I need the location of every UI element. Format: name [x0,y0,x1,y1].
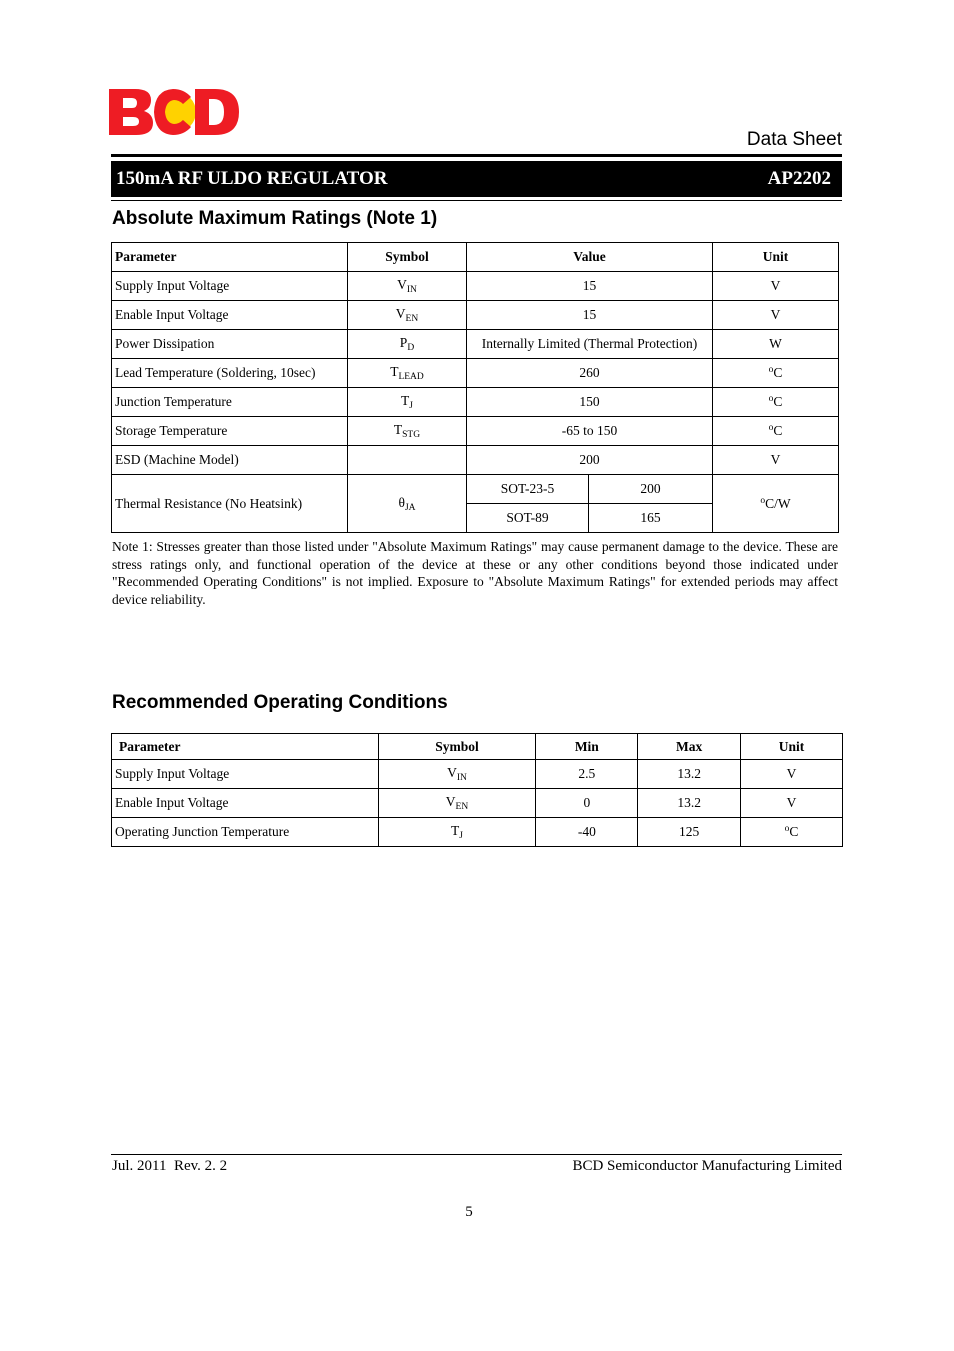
unit-cell: V [741,789,843,818]
value-cell: Internally Limited (Thermal Protection) [467,330,713,359]
value-cell: 15 [467,272,713,301]
value-cell: 15 [467,301,713,330]
symbol-cell: $T_{STG}$ [348,417,467,446]
roc-table [111,733,843,847]
amr-table [111,242,839,533]
value-cell: 200 [467,446,713,475]
table-row [112,330,839,359]
unit-cell: V [741,760,843,789]
symbol-cell: $V_{EN}$ [348,301,467,330]
footer-date-revision: Jul. 2011 Rev. 2. 2 [112,1158,228,1174]
doc-type-label: Data Sheet [746,129,842,150]
value-cell: 150 [467,388,713,417]
min-cell: 2.5 [536,760,638,789]
parameter-cell: Operating Junction Temperature [112,818,379,847]
symbol-cell: $T_{LEAD}$ [348,359,467,388]
symbol-cell: $P_D$ [348,330,467,359]
amr-header-parameter: Parameter [112,243,348,272]
unit-cell: V [713,301,839,330]
footer-rule [111,1154,842,1155]
symbol-cell: $T_J$ [378,818,536,847]
symbol-cell: $T_J$ [348,388,467,417]
max-cell: 13.2 [638,760,741,789]
amr-header-unit: Unit [713,243,839,272]
value-cell: 260 [467,359,713,388]
table-row [112,446,839,475]
table-row [112,475,839,504]
parameter-cell: Supply Input Voltage [112,272,348,301]
unit-cell: $^o$C [713,417,839,446]
amr-header-symbol: Symbol [348,243,467,272]
roc-section-title: Recommended Operating Conditions [112,692,448,713]
unit-cell: V [713,446,839,475]
symbol-cell: $V_{IN}$ [378,760,536,789]
package-cell: SOT-23-5 [467,475,589,504]
value-cell: 165 [589,504,713,533]
table-row [112,272,839,301]
roc-header-parameter: Parameter [112,734,379,760]
table-row [112,359,839,388]
amr-header-value: Value [467,243,713,272]
unit-cell: $^o$C [741,818,843,847]
value-cell: 200 [589,475,713,504]
min-cell: -40 [536,818,638,847]
product-title: 150mA RF ULDO REGULATOR [116,168,388,189]
parameter-cell: Supply Input Voltage [112,760,379,789]
unit-cell: $^o$C/W [713,475,839,533]
note-1-text: Note 1: Stresses greater than those listed under "Absolute Maximum Ratings" may cause permanent damage to the device. These are stress ratings only, and functional operation of the device at these or any other conditions beyond those indicated under "Recommended Operating Conditions" is not implied. Exposure to "Absolute Maximum Ratings" for extended periods may affect device reliability. [112,539,838,607]
roc-table-body [112,760,843,847]
roc-header-min: Min [536,734,638,760]
parameter-cell: Enable Input Voltage [112,301,348,330]
roc-header-unit: Unit [741,734,843,760]
unit-cell: $^o$C [713,388,839,417]
symbol-cell: $\theta_{JA}$ [348,475,467,533]
amr-section-title: Absolute Maximum Ratings (Note 1) [112,208,438,229]
min-cell: 0 [536,789,638,818]
footer-company: BCD Semiconductor Manufacturing Limited [572,1158,842,1174]
parameter-cell: Thermal Resistance (No Heatsink) [112,475,348,533]
header-rule [111,154,842,157]
max-cell: 13.2 [638,789,741,818]
parameter-cell: Lead Temperature (Soldering, 10sec) [112,359,348,388]
parameter-cell: ESD (Machine Model) [112,446,348,475]
unit-cell: W [713,330,839,359]
package-cell: SOT-89 [467,504,589,533]
page-number: 5 [465,1204,473,1220]
bcd-logo [109,89,241,137]
title-banner [111,161,842,197]
max-cell: 125 [638,818,741,847]
symbol-cell: $V_{IN}$ [348,272,467,301]
table-row [112,388,839,417]
parameter-cell: Storage Temperature [112,417,348,446]
table-row [112,789,843,818]
roc-header-symbol: Symbol [378,734,536,760]
unit-cell: V [713,272,839,301]
amr-table-body [112,272,839,533]
table-row [112,818,843,847]
symbol-cell: $V_{EN}$ [378,789,536,818]
table-row [112,301,839,330]
parameter-cell: Enable Input Voltage [112,789,379,818]
banner-underline [111,200,842,201]
table-row [112,760,843,789]
part-number: AP2202 [767,168,831,189]
roc-header-max: Max [638,734,741,760]
parameter-cell: Junction Temperature [112,388,348,417]
value-cell: -65 to 150 [467,417,713,446]
symbol-cell [348,446,467,475]
unit-cell: $^o$C [713,359,839,388]
table-row [112,417,839,446]
parameter-cell: Power Dissipation [112,330,348,359]
